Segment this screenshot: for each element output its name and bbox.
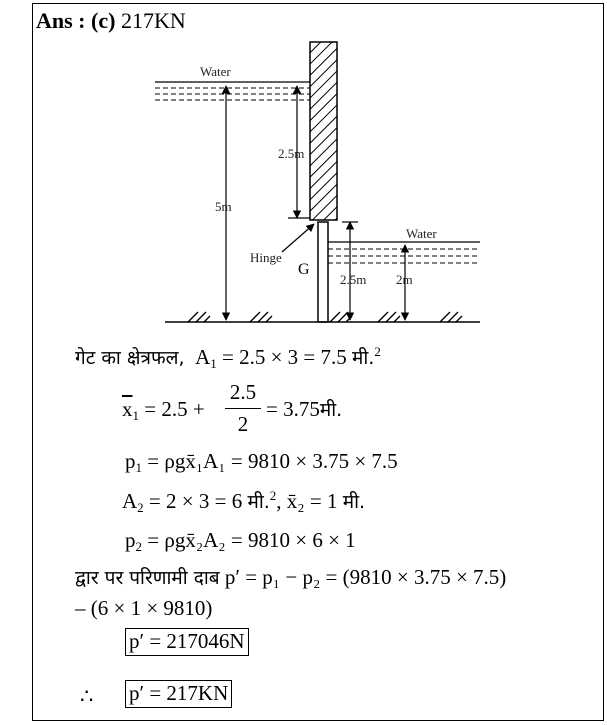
solution-line-2-rhs: = 3.75मी. bbox=[266, 397, 343, 421]
fraction: $\frac{2.5}{2}$ bbox=[225, 380, 261, 437]
hatched-wall bbox=[310, 42, 337, 220]
dim-5m-label: 5m bbox=[215, 199, 232, 214]
result-box-1: p′ = 217046N bbox=[125, 628, 249, 656]
solution-line-7: – (6 × 1 × 9810) bbox=[75, 596, 213, 620]
answer-value: 217KN bbox=[120, 8, 186, 33]
right-water-lines bbox=[328, 242, 480, 263]
solution-line-4: $A_2 = 2 \times 3 = 6$ मी.$^2$, x̄₂ = 1 मी. bbox=[122, 488, 366, 515]
solution-line-6: द्वार पर परिणामी दाब p′ = p₁ − p₂ = (9810 × 3.75 × 7.5) bbox=[75, 565, 507, 589]
hinge-label: Hinge bbox=[250, 250, 282, 265]
g-label: G bbox=[298, 261, 310, 278]
solution-line-3: $p_1$ = ρgx̄₁A₁ = 9810 × 3.75 × 7.5 bbox=[125, 449, 398, 475]
result-box-2: p′ = 217KN bbox=[125, 680, 232, 708]
water-left-label: Water bbox=[200, 64, 231, 79]
solution-line-1: गेट का क्षेत्रफल, $A_1 = 2.5 \times 3 = 7.5$ मी.$^2$ bbox=[75, 344, 381, 371]
water-right-label: Water bbox=[406, 226, 437, 241]
solution-line-5: $p_2$ = ρgx̄₂A₂ = 9810 × 6 × 1 bbox=[125, 528, 356, 554]
solution-line-2: $\overline{x}_1 = 2.5$ + bbox=[122, 397, 205, 423]
gate-plate bbox=[318, 222, 328, 322]
hinge-arrow bbox=[282, 224, 314, 252]
therefore-symbol: ∴ bbox=[80, 684, 94, 708]
answer-label: Ans : (c) bbox=[36, 8, 116, 33]
dim-2-5m-right-label: 2.5m bbox=[340, 272, 367, 287]
dim-2-5m-top-label: 2.5m bbox=[278, 146, 305, 161]
dim-2m-label: 2m bbox=[396, 272, 413, 287]
left-water-lines bbox=[155, 82, 310, 100]
